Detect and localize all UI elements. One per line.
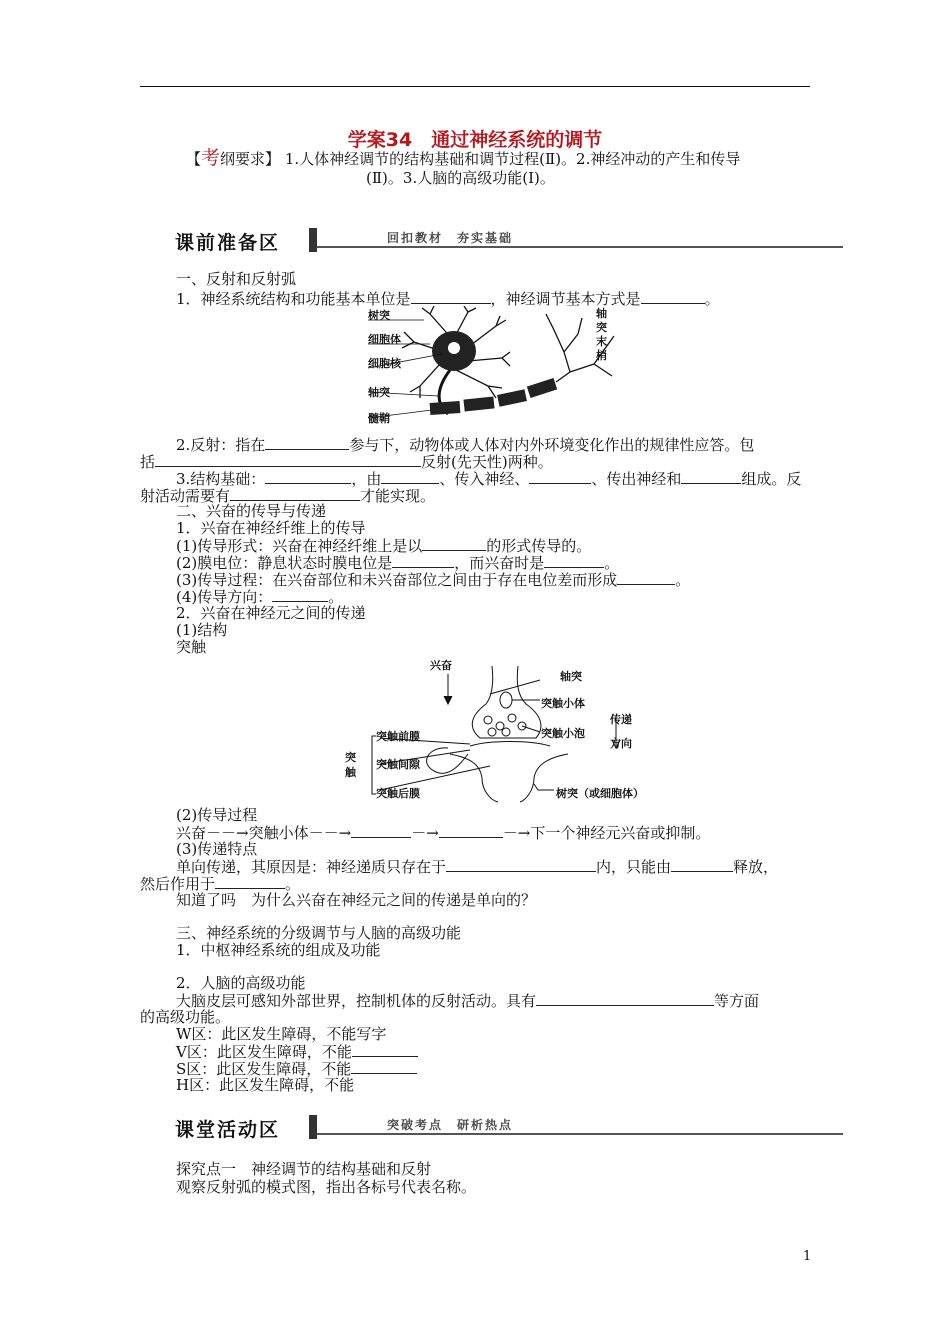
exam-requirements bbox=[186, 149, 740, 168]
uni-text-b: 内，只能由 bbox=[596, 858, 672, 876]
blank[interactable] bbox=[544, 553, 604, 568]
blank[interactable] bbox=[446, 857, 596, 872]
heading-s2-1: 1．兴奋在神经纤维上的传导 bbox=[176, 519, 366, 537]
synapse-label-cleft: 突触间隙 bbox=[376, 758, 420, 771]
uni-text-e: 。 bbox=[285, 875, 301, 893]
blank[interactable] bbox=[529, 469, 591, 484]
heading-s3-1: 1．中枢神经系统的组成及功能 bbox=[176, 941, 381, 959]
heading-s3-2: 2．人脑的高级功能 bbox=[176, 974, 306, 992]
explore-question: 观察反射弧的模式图，指出各标号代表名称。 bbox=[176, 1178, 477, 1196]
brain-text-b: 等方面 bbox=[714, 992, 760, 1010]
q3-text-f: 射活动需要有 bbox=[140, 487, 231, 505]
brain-line-1 bbox=[176, 991, 759, 1010]
blank[interactable] bbox=[422, 536, 486, 551]
synapse-label-synapse bbox=[345, 750, 356, 780]
flow-arrow: －－→ bbox=[206, 824, 249, 842]
synapse-label-excitation: 兴奋 bbox=[430, 659, 452, 672]
blank[interactable] bbox=[671, 857, 733, 872]
neuron-label-myelin: 髓鞘 bbox=[368, 412, 390, 425]
flow-text-b: 突触小体 bbox=[248, 824, 309, 842]
req-text-1: 1.人体神经调节的结构基础和调节过程(Ⅱ)。2.神经冲动的产生和传导 bbox=[284, 150, 741, 168]
blank[interactable] bbox=[351, 823, 411, 838]
neuron-figure bbox=[368, 306, 618, 430]
neuron-label-axon: 轴突 bbox=[368, 386, 390, 399]
axon-end-char: 轴 bbox=[596, 307, 607, 320]
q3-text-b: ，由 bbox=[351, 470, 382, 488]
h-zone: H区：此区发生障碍，不能 bbox=[176, 1076, 355, 1094]
top-rule bbox=[140, 86, 810, 87]
q2-text-b: 参与下，动物体或人体对内外环境变化作出的规律性应答。包 bbox=[349, 436, 755, 454]
synapse-label-vesicle: 突触小泡 bbox=[541, 727, 585, 740]
flow-arrow: －→ bbox=[502, 824, 531, 842]
synapse-label-pre: 突触前膜 bbox=[376, 730, 420, 743]
direction-word: 方向 bbox=[610, 737, 632, 750]
page-number: 1 bbox=[803, 1249, 812, 1264]
section-class bbox=[175, 1115, 843, 1141]
heading-s1: 一、反射和反射弧 bbox=[176, 270, 297, 288]
neuron-label-dendrite: 树突 bbox=[368, 309, 390, 322]
know-question: 知道了吗 为什么兴奋在神经元之间的传递是单向的？ bbox=[176, 891, 537, 909]
blank[interactable] bbox=[351, 452, 421, 467]
blank[interactable] bbox=[439, 823, 503, 838]
axon-end-char: 突 bbox=[596, 321, 607, 334]
s2-1a-text-b: 的形式传导的。 bbox=[486, 537, 592, 555]
q3-text-g: 才能实现。 bbox=[360, 487, 436, 505]
q2-text-a: 2.反射：指在 bbox=[176, 436, 266, 454]
section-class-label: 课堂活动区 bbox=[175, 1119, 281, 1141]
direction-word: 传递 bbox=[610, 713, 632, 726]
q1-text-c: 。 bbox=[704, 290, 720, 308]
s2-1c-text-a: (3)传导过程：在兴奋部位和未兴奋部位之间由于存在电位差而形成 bbox=[176, 571, 618, 589]
req-label: 纲要求】 bbox=[220, 150, 281, 168]
blank[interactable] bbox=[272, 587, 328, 602]
v-zone-text: V区：此区发生障碍，不能 bbox=[176, 1043, 352, 1061]
neuron-label-nucleus: 细胞核 bbox=[368, 357, 401, 370]
s2-1d-text-a: (4)传导方向： bbox=[176, 588, 273, 606]
w-zone: W区：此区发生障碍，不能写字 bbox=[176, 1025, 387, 1043]
section-pre-rule bbox=[317, 246, 843, 248]
blank[interactable] bbox=[641, 289, 705, 304]
blank[interactable] bbox=[155, 452, 351, 467]
blank[interactable] bbox=[617, 570, 675, 585]
section-pre bbox=[175, 228, 843, 254]
uni-text-c: 释放， bbox=[733, 858, 779, 876]
q3-text-e: 组成。反 bbox=[741, 470, 802, 488]
synapse-label-bouton: 突触小体 bbox=[541, 697, 585, 710]
req-text-2: (Ⅱ)。3.人脑的高级功能(Ⅰ)。 bbox=[366, 169, 555, 187]
blank[interactable] bbox=[536, 991, 714, 1006]
s2-1c-text-b: 。 bbox=[675, 571, 691, 589]
uni-text-a: 单向传递，其原因是：神经递质只存在于 bbox=[176, 858, 447, 876]
blank[interactable] bbox=[411, 289, 491, 304]
nucleus-shape bbox=[448, 342, 460, 354]
synapse-label-direction bbox=[610, 708, 632, 756]
section-pre-label: 课前准备区 bbox=[175, 232, 281, 254]
q1-text-a: 1．神经系统结构和功能基本单位是 bbox=[176, 290, 411, 308]
s2-2a: (1)结构 bbox=[176, 621, 228, 639]
neuron-label-soma: 细胞体 bbox=[368, 333, 401, 346]
section-class-sub: 突破考点 研析热点 bbox=[387, 1118, 514, 1132]
flow-text-c: 下一个神经元兴奋或抑制。 bbox=[530, 824, 711, 842]
s2-2a-sub: 突触 bbox=[176, 638, 207, 656]
neuron-label-axon-ending bbox=[596, 307, 610, 363]
blank[interactable] bbox=[230, 486, 360, 501]
q2-text-c: 括 bbox=[140, 453, 156, 471]
s2-2c: (3)传递特点 bbox=[176, 840, 258, 858]
flow-text-a: 兴奋 bbox=[176, 824, 207, 842]
synapse-label-axon: 轴突 bbox=[560, 670, 582, 683]
section-class-rule bbox=[317, 1133, 843, 1135]
q3-text-a: 3.结构基础： bbox=[176, 470, 266, 488]
blank[interactable] bbox=[215, 874, 285, 889]
req-bracket: 【 bbox=[186, 150, 202, 168]
s2-1b-text-b: ，而兴奋时是 bbox=[454, 554, 545, 572]
flow-arrow: －→ bbox=[411, 824, 439, 842]
uni-text-d: 然后作用于 bbox=[140, 875, 216, 893]
q2-text-d: 反射(先天性)两种。 bbox=[421, 453, 553, 471]
q3-text-c: 、传入神经、 bbox=[439, 470, 530, 488]
blank[interactable] bbox=[352, 1042, 418, 1057]
q1-text-b: ，神经调节基本方式是 bbox=[490, 290, 641, 308]
s2-1d-text-b: 。 bbox=[328, 588, 344, 606]
section-pre-tick bbox=[309, 228, 317, 252]
synapse-label-dendrite: 树突（或细胞体） bbox=[556, 787, 644, 800]
s2-2b: (2)传导过程 bbox=[176, 806, 258, 824]
brain-text-a: 大脑皮层可感知外部世界，控制机体的反射活动。具有 bbox=[176, 992, 537, 1010]
blank[interactable] bbox=[681, 469, 741, 484]
heading-s3: 三、神经系统的分级调节与人脑的高级功能 bbox=[176, 924, 462, 942]
page-title: 学案34 通过神经系统的调节 bbox=[347, 129, 603, 151]
q3-text-d: 、传出神经和 bbox=[591, 470, 682, 488]
blank[interactable] bbox=[381, 469, 439, 484]
blank[interactable] bbox=[392, 553, 454, 568]
heading-s2-2: 2．兴奋在神经元之间的传递 bbox=[176, 604, 366, 622]
brain-line-2: 的高级功能。 bbox=[140, 1008, 231, 1026]
req-kao: 考 bbox=[201, 147, 221, 169]
synapse-char: 触 bbox=[345, 766, 356, 779]
s2-1a-text-a: (1)传导形式：兴奋在神经纤维上是以 bbox=[176, 537, 423, 555]
s2-1b-text-a: (2)膜电位：静息状态时膜电位是 bbox=[176, 554, 393, 572]
heading-s2: 二、兴奋的传导与传递 bbox=[176, 502, 327, 520]
myelin-sheath bbox=[430, 378, 558, 415]
synapse-char: 突 bbox=[345, 751, 356, 764]
section-class-tick bbox=[309, 1115, 317, 1139]
axon-end-char: 末 bbox=[596, 335, 607, 348]
blank[interactable] bbox=[265, 435, 349, 450]
synapse-label-post: 突触后膜 bbox=[376, 787, 420, 800]
section-pre-sub: 回扣教材 夯实基础 bbox=[387, 231, 514, 245]
blank[interactable] bbox=[351, 1059, 417, 1074]
s-zone-text: S区：此区发生障碍，不能 bbox=[176, 1060, 352, 1078]
s2-1b-text-c: 。 bbox=[604, 554, 620, 572]
explore-heading: 探究点一 神经调节的结构基础和反射 bbox=[176, 1160, 432, 1178]
axon-end-char: 梢 bbox=[596, 349, 607, 362]
flow-arrow: －－→ bbox=[308, 824, 352, 842]
blank[interactable] bbox=[265, 469, 351, 484]
